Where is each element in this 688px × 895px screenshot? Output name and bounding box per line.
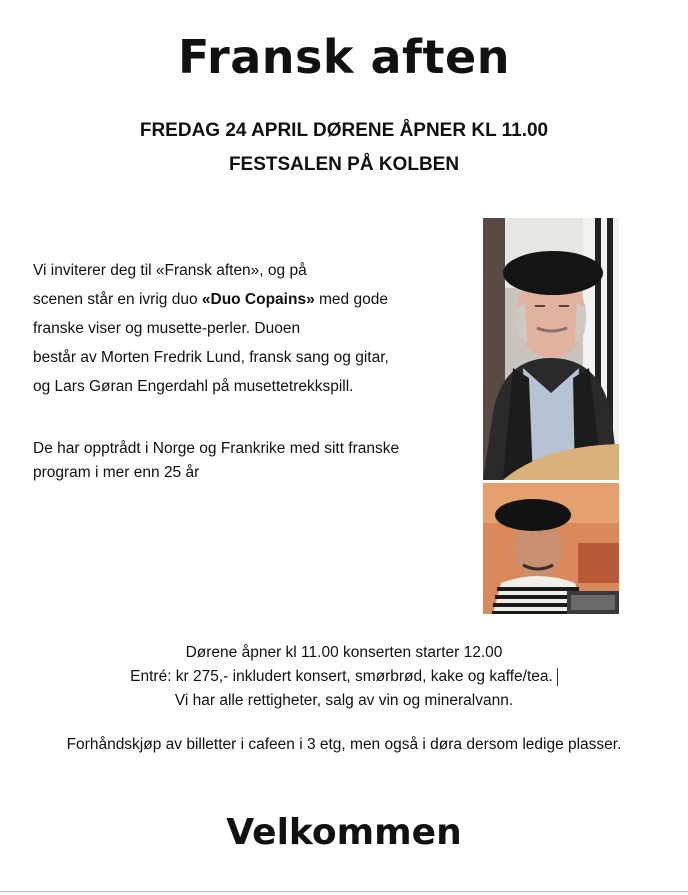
intro-line-3: franske viser og musette-perler. Duoen [33, 320, 301, 337]
guitarist-illustration [483, 218, 619, 480]
page-bottom-edge [0, 891, 688, 892]
closing-heading: Velkommen [226, 812, 462, 853]
event-info-block [0, 641, 688, 713]
entry-price-text: Entré: kr 275,- inkludert konsert, smørbrød, kake og kaffe/tea. [130, 668, 553, 685]
guitarist-photo [483, 218, 619, 480]
accordion-player-illustration [483, 483, 619, 614]
presale-line: Forhåndskjøp av billetter i cafeen i 3 etg, men også i døra dersom ledige plasser. [66, 736, 622, 753]
intro-line-2-end: med gode [314, 291, 388, 308]
event-venue-line: FESTSALEN PÅ KOLBEN [228, 154, 460, 175]
intro-line-2 [33, 285, 463, 314]
entry-price-line [0, 665, 688, 689]
intro-paragraph [33, 256, 463, 401]
history-line-2: program i mer enn 25 år [33, 464, 200, 481]
duo-name: «Duo Copains» [201, 291, 315, 308]
history-line-1: De har opptrådt i Norge og Frankrike med sitt franske [33, 440, 400, 457]
licence-line: Vi har alle rettigheter, salg av vin og mineralvann. [174, 692, 514, 709]
document-title: Fransk aften [178, 30, 510, 84]
intro-line-1: Vi inviterer deg til «Fransk aften», og på [33, 262, 307, 279]
accordion-player-photo [483, 483, 619, 614]
history-paragraph [33, 437, 473, 485]
intro-line-5: og Lars Gøran Engerdahl på musettetrekkspill. [33, 378, 354, 395]
event-date-line: FREDAG 24 APRIL DØRENE ÅPNER KL 11.00 [139, 120, 549, 141]
text-cursor [557, 668, 558, 686]
doors-and-start-time: Dørene åpner kl 11.00 konserten starter 12.00 [185, 644, 503, 661]
intro-line-4: består av Morten Fredrik Lund, fransk sang og gitar, [33, 349, 389, 366]
intro-line-2-start: scenen står en ivrig duo [33, 291, 202, 308]
